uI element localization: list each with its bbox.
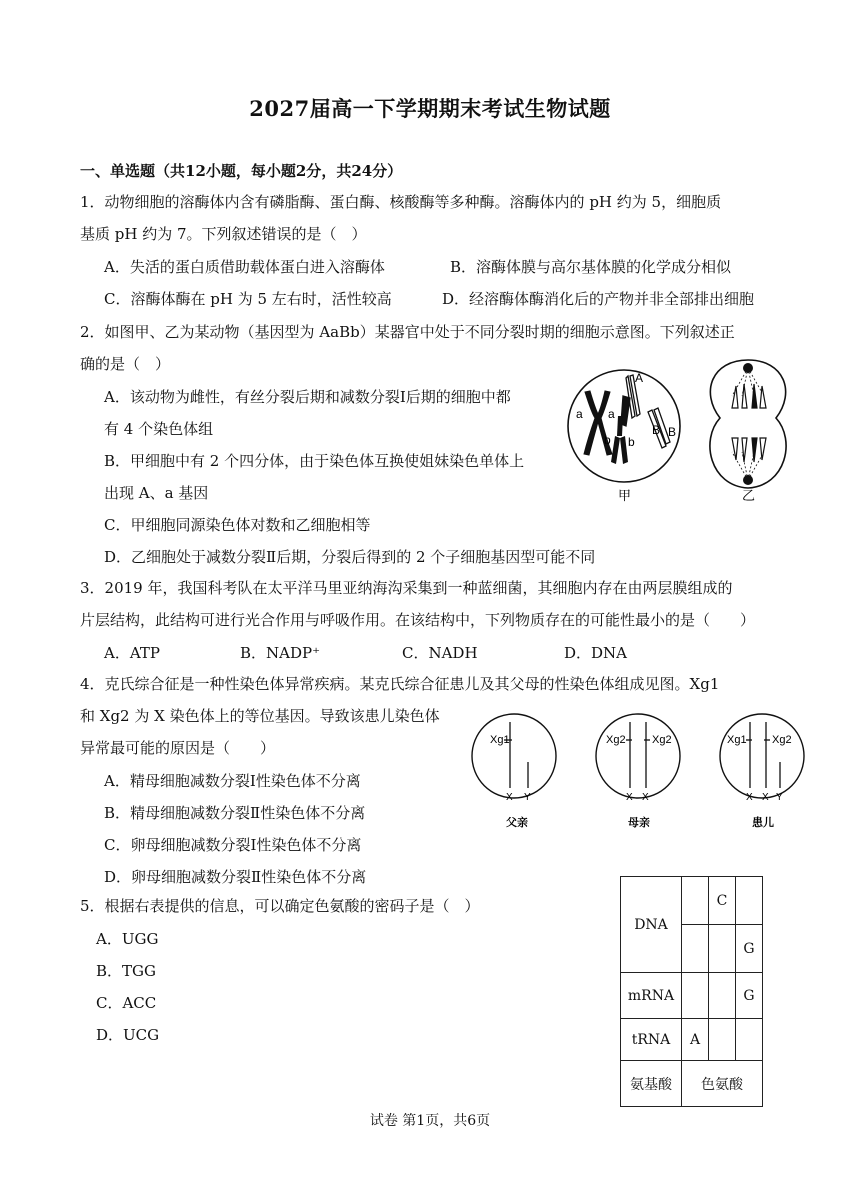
- q5-option-d: D．UCG: [96, 1026, 160, 1044]
- q5-stem: 5．根据右表提供的信息，可以确定色氨酸的密码子是（ ）: [80, 897, 480, 915]
- q2-option-a-line2: 有 4 个染色体组: [104, 420, 214, 438]
- q5-option-a: A．UGG: [96, 930, 159, 948]
- mother-gene-2: Xg2: [652, 734, 672, 746]
- gene-label-a2: a: [608, 407, 615, 421]
- codon-table: [620, 876, 763, 1107]
- father-chrom-x: X: [506, 792, 513, 803]
- cell-yi-membrane: [710, 360, 786, 488]
- q2-option-b-line2: 出现 A、a 基因: [104, 484, 209, 502]
- cell-jia-label: 甲: [618, 488, 632, 503]
- father-chrom-y: Y: [524, 792, 531, 803]
- child-gene-2: Xg2: [772, 734, 792, 746]
- child-chrom-y: Y: [776, 792, 783, 803]
- q4-stem-line3: 异常最可能的原因是（ ）: [80, 739, 276, 757]
- q3-option-d: D．DNA: [564, 644, 628, 662]
- exam-title: 2027届高一下学期期末考试生物试题: [249, 96, 611, 121]
- q2-option-d: D．乙细胞处于减数分裂Ⅱ后期，分裂后得到的 2 个子细胞基因型可能不同: [104, 548, 596, 566]
- mother-chrom-x2: X: [642, 792, 649, 803]
- mother-chrom-x1: X: [626, 792, 633, 803]
- q2-option-b-line1: B．甲细胞中有 2 个四分体，由于染色体互换使姐妹染色单体上: [104, 452, 525, 470]
- q2-option-a-line1: A．该动物为雌性，有丝分裂后期和减数分裂Ⅰ后期的细胞中都: [104, 388, 511, 406]
- spindle-fibers: [732, 368, 764, 480]
- row-label-mrna: mRNA: [621, 973, 682, 1019]
- q3-option-b: B．NADP⁺: [240, 644, 321, 662]
- q2-cell-figure: [560, 356, 810, 506]
- mother-gene-1: Xg2: [606, 734, 626, 746]
- q4-karyotype-figure: [470, 708, 830, 836]
- q4-stem-line1: 4．克氏综合征是一种性染色体异常疾病。某克氏综合征患儿及其父母的性染色体组成见图。Xg1: [80, 675, 720, 693]
- q2-stem-line1: 2．如图甲、乙为某动物（基因型为 AaBb）某器官中处于不同分裂时期的细胞示意图。下列叙述正: [80, 323, 735, 341]
- gene-label-A: A: [635, 371, 644, 385]
- father-label: 父亲: [506, 817, 528, 829]
- q2-option-c: C．甲细胞同源染色体对数和乙细胞相等: [104, 516, 371, 534]
- dna-row1-cell: C: [709, 877, 736, 925]
- gene-label-B1: B: [652, 423, 661, 437]
- q4-option-b: B．精母细胞减数分裂Ⅱ性染色体不分离: [104, 804, 366, 822]
- father-cell: [472, 714, 556, 829]
- child-label: 患儿: [752, 817, 774, 829]
- amino-acid-cell: 色氨酸: [682, 1061, 763, 1107]
- q4-option-c: C．卵母细胞减数分裂Ⅰ性染色体不分离: [104, 836, 362, 854]
- q3-option-a: A．ATP: [104, 644, 160, 662]
- q1-option-b: B．溶酶体膜与高尔基体膜的化学成分相似: [450, 258, 732, 276]
- mother-cell: [596, 714, 680, 829]
- q1-option-a: A．失活的蛋白质借助载体蛋白进入溶酶体: [104, 258, 385, 276]
- gene-label-b2: b: [628, 435, 635, 449]
- gene-label-b1: b: [604, 433, 611, 447]
- dna-row2-cell: G: [736, 925, 763, 973]
- q5-option-b: B．TGG: [96, 962, 156, 980]
- q1-option-c: C．溶酶体酶在 pH 为 5 左右时，活性较高: [104, 290, 392, 308]
- child-cell: [720, 714, 804, 829]
- section-heading: 一、单选题（共12小题，每小题2分，共24分）: [80, 162, 403, 180]
- mrna-cell: G: [736, 973, 763, 1019]
- q4-option-a: A．精母细胞减数分裂Ⅰ性染色体不分离: [104, 772, 361, 790]
- cell-yi-label: 乙: [742, 488, 756, 503]
- q5-option-c: C．ACC: [96, 994, 157, 1012]
- chromosomes-yi-bottom: [732, 438, 766, 462]
- q3-option-c: C．NADH: [402, 644, 478, 662]
- q4-option-d: D．卵母细胞减数分裂Ⅱ性染色体不分离: [104, 868, 367, 886]
- row-label-dna: DNA: [621, 877, 682, 973]
- chromosomes-yi-top: [732, 384, 766, 408]
- row-label-amino-acid: 氨基酸: [621, 1061, 682, 1107]
- father-gene: Xg1: [490, 734, 510, 746]
- q3-stem-line1: 3．2019 年，我国科考队在太平洋马里亚纳海沟采集到一种蓝细菌，其细胞内存在由两层膜组成的: [80, 579, 733, 597]
- q3-stem-line2: 片层结构，此结构可进行光合作用与呼吸作用。在该结构中，下列物质存在的可能性最小的是（ ）: [80, 611, 756, 629]
- q1-option-d: D．经溶酶体酶消化后的产物并非全部排出细胞: [442, 290, 755, 308]
- gene-label-a1: a: [576, 407, 583, 421]
- child-chrom-x1: X: [746, 792, 753, 803]
- q2-stem-line2: 确的是（ ）: [80, 355, 171, 373]
- child-chrom-x2: X: [762, 792, 769, 803]
- mother-label: 母亲: [628, 817, 650, 829]
- gene-label-B2: B: [668, 425, 677, 439]
- child-gene-1: Xg1: [727, 734, 747, 746]
- q4-stem-line2: 和 Xg2 为 X 染色体上的等位基因。导致该患儿染色体: [80, 707, 440, 725]
- q1-stem-line1: 1．动物细胞的溶酶体内含有磷脂酶、蛋白酶、核酸酶等多种酶。溶酶体内的 pH 约为 5，细胞质: [80, 193, 722, 211]
- page-footer: 试卷 第1页，共6页: [369, 1113, 491, 1129]
- q1-stem-line2: 基质 pH 约为 7。下列叙述错误的是（ ）: [80, 225, 367, 243]
- trna-cell: A: [682, 1019, 709, 1061]
- row-label-trna: tRNA: [621, 1019, 682, 1061]
